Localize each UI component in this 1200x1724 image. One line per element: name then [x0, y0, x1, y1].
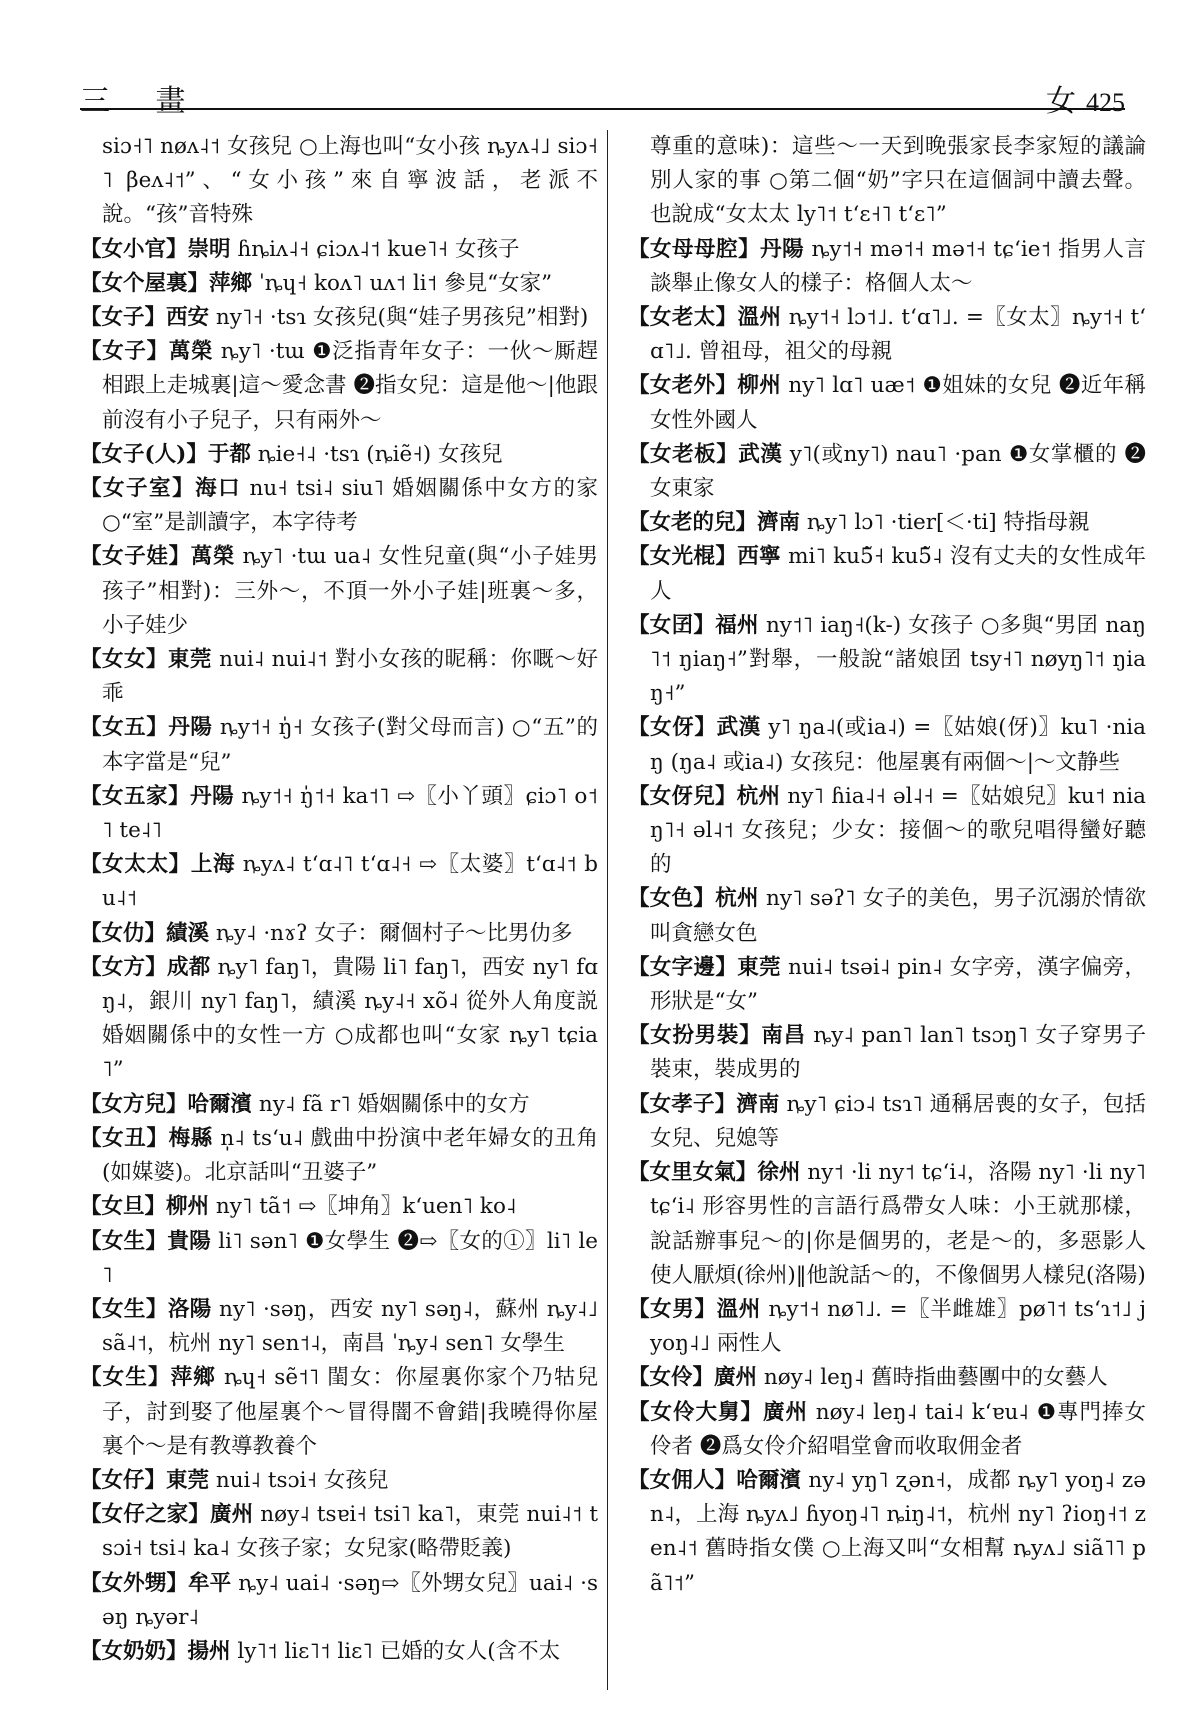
dialect-location: 溫州 — [737, 305, 782, 331]
dialect-location: 成都 — [167, 954, 211, 980]
dialect-location: 南昌 — [761, 1023, 806, 1049]
entry-definition: n̩˨ tsʻu˨ 戲曲中扮演中老年婦女的丑角(如媒婆)。北京話叫“丑婆子” — [102, 1125, 598, 1186]
entry-definition: y˥(或ny˥) nau˥ ·pan ❶女掌櫃的 ❷女東家 — [650, 441, 1146, 502]
headword: 【女小官】 — [80, 236, 188, 262]
headword: 【女子(人)】 — [80, 441, 208, 467]
entry-definition: ȵy˥ ·tɯ ❶泛指青年女子：一伙～厮趕相跟上走城裏|這～愛念書 ❷指女兒：這是他～|他跟前沒有小子兒子，只有兩外～ — [102, 339, 598, 433]
dictionary-entry — [80, 711, 598, 779]
headword: 【女生】 — [80, 1365, 171, 1391]
dialect-location: 萬榮 — [190, 544, 236, 570]
entry-definition: ny˥ ·səŋ，西安 ny˥ səŋ˨，蘇州 ȵy˨˩ sã˨˦，杭州 ny˥ sen˦˨，南昌 ˈȵy˨ sen˥ 女學生 — [102, 1296, 598, 1357]
dialect-location: 洛陽 — [167, 1296, 212, 1322]
dictionary-entry — [80, 301, 598, 335]
dialect-location: 杭州 — [736, 783, 781, 809]
headword: 【女老板】 — [628, 441, 739, 467]
radical-char: 女 — [1046, 84, 1076, 119]
dialect-location: 貴陽 — [167, 1228, 212, 1254]
headword: 【女五】 — [80, 715, 169, 741]
headword: 【女女】 — [80, 647, 168, 673]
headword: 【女丑】 — [80, 1125, 169, 1151]
entry-definition: ȵy˦˧ ŋ̍˧ 女孩子(對父母而言) ○“五”的本字當是“兒” — [102, 715, 598, 775]
page-header — [80, 62, 1125, 119]
entry-definition: ȵy˥ ɕiɔ˨ tsɿ˥ 通稱居喪的女子，包括女兒、兒媳等 — [650, 1091, 1146, 1151]
dialect-location: 武漢 — [738, 441, 783, 467]
dialect-location: 柳州 — [166, 1194, 210, 1220]
dialect-location: 廣州 — [762, 1399, 808, 1425]
entry-definition: ɦȵiʌ˨˧ ɕiɔʌ˨˦ kue˥˧ 女孩子 — [230, 236, 520, 262]
dictionary-entry — [80, 540, 598, 643]
entry-continuation: 尊重的意味)：這些～一天到晚張家長李家短的議論別人家的事 ○第二個“奶”字只在這個詞中讀去聲。也說成“女太太 ly˥˦ tʻɛ˧˥ tʻɛ˥” — [650, 134, 1146, 228]
dialect-location: 萍鄉 — [209, 270, 253, 296]
running-head — [1046, 76, 1125, 120]
headword: 【女字邊】 — [628, 954, 738, 980]
dictionary-entry — [628, 1396, 1146, 1464]
dictionary-entry — [628, 506, 1146, 540]
page-number: 425 — [1086, 88, 1125, 117]
dictionary-entry — [80, 1293, 598, 1361]
dictionary-entry — [80, 267, 598, 301]
dialect-location: 東莞 — [166, 1467, 210, 1493]
dictionary-entry — [628, 438, 1146, 506]
dialect-location: 丹陽 — [760, 236, 805, 262]
dictionary-entry — [628, 301, 1146, 369]
entry-definition: ly˥˦ liɛ˥˦ liɛ˥ 已婚的女人(含不太 — [230, 1638, 561, 1664]
entry-definition: ny˥ lɑ˥ uæ˦ ❶姐妹的女兒 ❷近年稱女性外國人 — [650, 373, 1146, 433]
dictionary-entry — [80, 1361, 598, 1464]
entry-definition: nui˨ nui˨˦ 對小女孩的昵稱：你嘅～好乖 — [102, 647, 598, 707]
headword: 【女子】 — [80, 305, 167, 331]
headword: 【女方兒】 — [80, 1091, 188, 1117]
entry-definition: nøy˨ leŋ˨ tai˨ kʻɐu˨ ❶專門捧女伶者 ❷爲女伶介紹唱堂會而收取佣金者 — [650, 1399, 1146, 1459]
entry-definition: ȵyʌ˨ tʻɑ˨˥ tʻɑ˨˧ ⇨〖太婆〗tʻɑ˨˦ bu˨˦ — [102, 852, 598, 912]
headword: 【女子室】 — [80, 476, 196, 502]
dialect-location: 西寧 — [737, 544, 781, 570]
dialect-location: 揚州 — [187, 1638, 231, 1664]
dictionary-entry — [628, 540, 1146, 608]
dialect-location: 牟平 — [188, 1570, 232, 1596]
entry-definition: ȵɥ˧ sẽ˦˥ 閨女：你屋裏你家个乃牯兒子，討到娶了他屋裏个～冒得闇不會錯|我曉得你屋裏个～是有教導教養个 — [102, 1365, 598, 1459]
dialect-location: 哈爾濱 — [187, 1091, 253, 1117]
headword: 【女方】 — [80, 954, 168, 980]
entry-continuation: siɔ˧˥ nøʌ˨˦ 女孩兒 ○上海也叫“女小孩 ȵyʌ˨˩ siɔ˧˥ βeʌ˨˦”、“女小孩”來自寧波話，老派不說。“孩”音特殊 — [102, 134, 598, 228]
dialect-location: 杭州 — [715, 886, 759, 912]
entry-definition: ȵy˨ pan˥ lan˥ tsɔŋ˥ 女子穿男子裝束，裝成男的 — [650, 1023, 1146, 1083]
headword: 【女光棍】 — [628, 544, 738, 570]
dialect-location: 崇明 — [187, 236, 231, 262]
headword: 【女伶】 — [628, 1365, 715, 1391]
dialect-location: 福州 — [715, 612, 759, 638]
dialect-location: 溫州 — [716, 1296, 761, 1322]
headword: 【女男】 — [628, 1296, 717, 1322]
dialect-location: 海口 — [195, 476, 242, 502]
dictionary-entry — [628, 233, 1146, 301]
dialect-location: 東莞 — [737, 954, 781, 980]
dictionary-entry — [628, 1464, 1146, 1601]
headword: 【女色】 — [628, 886, 716, 912]
dialect-location: 西安 — [166, 305, 210, 331]
dictionary-entry — [80, 438, 598, 472]
headword: 【女子】 — [80, 339, 169, 365]
headword: 【女仂】 — [80, 920, 167, 946]
headword: 【女旦】 — [80, 1194, 167, 1220]
headword: 【女母母腔】 — [628, 236, 761, 262]
dialect-location: 東莞 — [167, 647, 212, 673]
entry-definition: nøy˨ leŋ˨ 舊時指曲藝團中的女藝人 — [757, 1365, 1108, 1391]
dialect-location: 績溪 — [166, 920, 210, 946]
dictionary-entry — [80, 1635, 598, 1669]
entry-definition: ny˥˧ ·tsɿ 女孩兒(與“娃子男孩兒”相對) — [209, 305, 589, 331]
dictionary-entry — [80, 1190, 598, 1224]
entry-definition: ȵie˧˨ ·tsɿ (ȵiẽ˧) 女孩兒 — [250, 441, 503, 467]
entry-definition: nui˨ tsɔi˧ 女孩兒 — [209, 1467, 389, 1493]
entry-definition: ˈȵɥ˧ koʌ˥ uʌ˦ li˦ 參見“女家” — [252, 270, 553, 296]
dialect-location: 廣州 — [714, 1365, 758, 1391]
dictionary-entry — [628, 369, 1146, 437]
entry-definition: nui˨ tsəi˨ pin˨ 女字旁，漢字偏旁，形狀是“女” — [650, 954, 1146, 1015]
headword: 【女五家】 — [80, 783, 191, 809]
dictionary-entry — [80, 951, 598, 1088]
headword: 【女奶奶】 — [80, 1638, 188, 1664]
entry-definition: mi˥ ku5̃˧ ku5̃˨ 沒有丈夫的女性成年人 — [650, 544, 1146, 604]
entry-definition: ȵy˦˧ lɔ˦˩. tʻɑ˥˩. =〖女太〗ȵy˦˧ tʻɑ˥˩. 曾祖母，祖父的母親 — [650, 305, 1146, 365]
headword: 【女孝子】 — [628, 1091, 737, 1117]
dialect-location: 萬榮 — [168, 339, 214, 365]
headword: 【女生】 — [80, 1296, 168, 1322]
headword: 【女伢兒】 — [628, 783, 737, 809]
headword: 【女太太】 — [80, 852, 191, 878]
dialect-location: 梅縣 — [168, 1125, 213, 1151]
headword: 【女里女氣】 — [628, 1160, 758, 1186]
headword: 【女佣人】 — [628, 1467, 737, 1493]
dictionary-entry — [80, 1225, 598, 1293]
entry-definition: li˥ sən˥ ❶女學生 ❷⇨〖女的①〗li˥ le˥ — [102, 1228, 598, 1288]
dictionary-entry — [80, 472, 598, 540]
headword: 【女扮男裝】 — [628, 1023, 762, 1049]
entry-definition: ny˦˥ iaŋ˧(k-) 女孩子 ○多與“男囝 naŋ˥˦ ŋiaŋ˧”對舉，一般說“諸娘囝 tsy˧˥ nøyŋ˥˦ ŋiaŋ˧” — [650, 612, 1146, 707]
dialect-location: 上海 — [190, 852, 236, 878]
entry-definition: ȵy˦˧ mə˦˧ mə˦˧ tɕʻie˦ 指男人言談舉止像女人的樣子：格個人太～ — [650, 236, 1146, 296]
entry-definition: ȵy˦˧ nø˥˩. =〖半雌雄〗pø˥˦ tsʻɿ˦˩ jyoŋ˨˩ 兩性人 — [650, 1296, 1146, 1357]
entry-definition: ȵy˥ lɔ˥ ·tier[＜·ti] 特指母親 — [800, 510, 1090, 536]
dictionary-entry — [80, 780, 598, 848]
dialect-location: 哈爾濱 — [736, 1467, 802, 1493]
entry-definition: ny˨ yŋ˥ ʐən˧，成都 ȵy˥ yoŋ˨ zən˨，上海 ȵyʌ˩ ɦyoŋ˨˥ ȵiŋ˨˦，杭州 ny˥ ʔioŋ˧˦ zen˨˦ 舊時指女僕 ○上海又叫“女相幫 ȵyʌ˩ siã˥˥ pã˥˦” — [650, 1467, 1146, 1596]
dictionary-entry — [80, 335, 598, 438]
dictionary-entry — [80, 233, 598, 267]
dictionary-entry — [628, 780, 1146, 883]
entry-definition: ny˥ ɦia˨˧ əl˨˧ =〖姑娘兒〗ku˦ niaŋ˥˧ əl˨˦ 女孩兒；少女：接個～的歌兒唱得蠻好聽的 — [650, 783, 1146, 878]
headword: 【女子娃】 — [80, 544, 191, 570]
section-title: 三 畫 — [80, 84, 204, 119]
column-divider — [607, 130, 608, 1690]
dictionary-entry — [628, 711, 1146, 779]
dictionary-entry — [80, 1567, 598, 1635]
entry-definition: ny˦ ·li ny˦ tɕʻi˨，洛陽 ny˥ ·li ny˥ tɕʻi˨ 形容男性的言語行爲帶女人味：小王就那樣，說話辦事兒～的|你是個男的，老是～的，多惡影人使人厭煩(徐州)‖他說話～的，不像個男人樣兒(洛陽) — [650, 1160, 1146, 1288]
dictionary-entry — [80, 1464, 598, 1498]
dialect-location: 丹陽 — [190, 783, 235, 809]
headword: 【女生】 — [80, 1228, 168, 1254]
dialect-location: 柳州 — [737, 373, 782, 399]
dictionary-entry — [628, 1361, 1146, 1395]
headword: 【女伶大舅】 — [628, 1399, 763, 1425]
headword: 【女仔之家】 — [80, 1502, 210, 1528]
entry-definition: ȵy˨ uai˨ ·səŋ⇨〖外甥女兒〗uai˨ ·səŋ ȵyər˨ — [102, 1570, 598, 1630]
dialect-location: 丹陽 — [168, 715, 213, 741]
dialect-location: 萍鄉 — [170, 1365, 216, 1391]
entry-definition: ny˨ fã r˥ 婚姻關係中的女方 — [252, 1091, 530, 1117]
entry-definition: ȵy˦˧ ŋ̍˦˧ ka˦˥ ⇨〖小丫頭〗ɕiɔ˥ o˦˥ te˨˥ — [102, 783, 598, 844]
entry-definition: ny˥ səʔ˥ 女子的美色，男子沉溺於情欲叫貪戀女色 — [650, 886, 1146, 946]
left-column — [80, 130, 598, 1669]
dictionary-entry — [628, 1088, 1146, 1156]
dialect-location: 濟南 — [736, 1091, 780, 1117]
dictionary-entry — [80, 1122, 598, 1190]
dialect-location: 武漢 — [716, 715, 761, 741]
headword: 【女个屋裏】 — [80, 270, 210, 296]
headword: 【女伢】 — [628, 715, 717, 741]
dictionary-entry — [80, 848, 598, 916]
dictionary-entry — [80, 1498, 598, 1566]
dialect-location: 廣州 — [209, 1502, 254, 1528]
dictionary-entry — [628, 882, 1146, 950]
entry-definition: ȵy˥ faŋ˥，貴陽 li˥ faŋ˥，西安 ny˥ fɑŋ˨，銀川 ny˥ faŋ˥，績溪 ȵy˨˧ xõ˨ 從外人角度説婚姻關係中的女性一方 ○成都也叫“女家 ȵy˥ tɕia˥” — [102, 954, 598, 1083]
headword: 【女仔】 — [80, 1467, 167, 1493]
dialect-location: 濟南 — [757, 510, 801, 536]
dictionary-entry — [628, 951, 1146, 1019]
right-column — [628, 130, 1146, 1601]
dialect-location: 于都 — [207, 441, 251, 467]
dictionary-entry — [80, 917, 598, 951]
entry-definition: ȵy˥ ·tɯ ua˨ 女性兒童(與“小子娃男孩子”相對)：三外～，不頂一外小子娃|班裏～多，小子娃少 — [102, 544, 598, 638]
headword: 【女老的兒】 — [628, 510, 758, 536]
dictionary-entry — [628, 1293, 1146, 1361]
entry-definition: ny˥ tã˦ ⇨〖坤角〗kʻuen˥ ko˨ — [209, 1194, 517, 1220]
headword: 【女老太】 — [628, 305, 738, 331]
headword: 【女老外】 — [628, 373, 738, 399]
entry-definition: nu˧ tsi˨ siu˥ 婚姻關係中女方的家 ○“室”是訓讀字，本字待考 — [102, 476, 598, 536]
dialect-location: 徐州 — [757, 1160, 801, 1186]
dictionary-entry — [628, 1019, 1146, 1087]
dictionary-entry — [628, 1156, 1146, 1293]
entry-definition: nøy˨ tsɐi˧ tsi˥ ka˥，東莞 nui˨˦ tsɔi˧ tsi˨ ka˨ 女孩子家；女兒家(略帶貶義) — [102, 1502, 598, 1562]
entry-definition: y˥ ŋa˨(或ia˨) =〖姑娘(伢)〗ku˥ ·niaŋ (ŋa˨ 或ia˨) 女孩兒：他屋裏有兩個～|～文静些 — [650, 715, 1146, 775]
headword: 【女外甥】 — [80, 1570, 189, 1596]
dictionary-entry — [80, 643, 598, 711]
entry-definition: ȵy˨ ·nɤʔ 女子：爾個村子～比男仂多 — [209, 920, 573, 946]
dictionary-entry — [80, 1088, 598, 1122]
headword: 【女囝】 — [628, 612, 716, 638]
dictionary-entry — [628, 609, 1146, 712]
